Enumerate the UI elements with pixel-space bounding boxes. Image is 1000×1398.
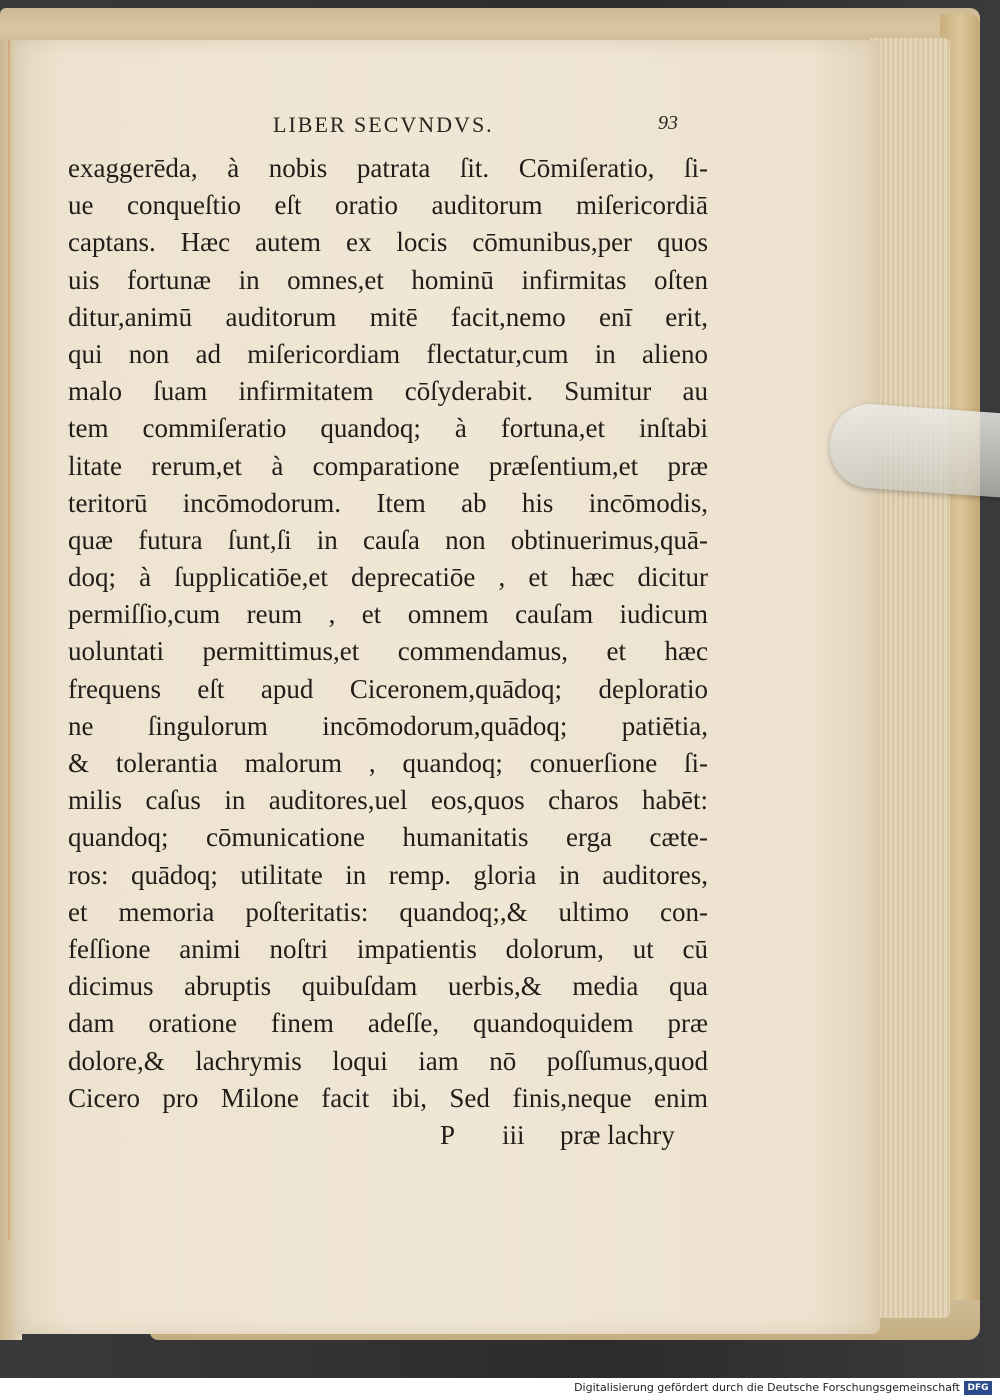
text-line: Cicero pro Milone facit ibi, Sed finis,neque enim: [68, 1082, 708, 1113]
text-line: exaggerēda, à nobis patrata ſit. Cōmiſeratio, ſi-: [68, 153, 708, 183]
signature-number: iii: [502, 1120, 525, 1150]
text-line: milis caſus in auditores,uel eos,quos charos habēt:: [68, 785, 708, 816]
text-line: et memoria poſteritatis: quandoq;,& ultimo con-: [68, 896, 708, 927]
footer-bar: [0, 1378, 1000, 1398]
text-line: quæ futura ſunt,ſi in cauſa non obtinuerimus,quā-: [68, 524, 708, 555]
text-line: ditur,animū auditorum mitē facit,nemo enī erit,: [68, 301, 708, 332]
folio-number: 93: [658, 112, 678, 134]
gutter-line: [8, 40, 10, 1240]
text-line: ue conqueſtio eſt oratio auditorum miſericordiā: [68, 190, 708, 221]
text-line: ros: quādoq; utilitate in remp. gloria in auditores,: [68, 859, 708, 890]
text-line: feſſione animi noſtri impatientis dolorum, ut cū: [68, 933, 708, 964]
text-line: doq; à ſupplicatiōe,et deprecatiōe , et hæc dicitur: [68, 562, 708, 593]
text-line: uoluntati permittimus,et commendamus, et hæc: [68, 636, 708, 667]
running-header: LIBER SECVNDVS.: [273, 112, 494, 137]
text-line: litate rerum,et à comparatione præſentium,et præ: [68, 450, 708, 481]
text-line: tem commiſeratio quandoq; à fortuna,et inſtabi: [68, 413, 708, 444]
text-line: quandoq; cōmunicatione humanitatis erga cæte-: [68, 822, 708, 853]
catchline: [410, 1120, 700, 1160]
text-line: teritorū incōmodorum. Item ab his incōmodis,: [68, 487, 708, 518]
dfg-logo: DFG: [964, 1381, 992, 1395]
text-line: frequens eſt apud Ciceronem,quādoq; deploratio: [68, 673, 708, 704]
text-line: malo ſuam infirmitatem cōſyderabit. Sumitur au: [68, 376, 708, 407]
text-block: [68, 150, 708, 1117]
text-line: dicimus abruptis quibuſdam uerbis,& media qua: [68, 971, 708, 1002]
text-line: ne ſingulorum incōmodorum,quādoq; patiētia,: [68, 710, 708, 741]
catchword: præ lachry: [560, 1120, 675, 1150]
text-line: & tolerantia malorum , quandoq; conuerſione ſi-: [68, 748, 708, 778]
bookmark-strip: [827, 401, 1000, 498]
text-line: captans. Hæc autem ex locis cōmunibus,per quos: [68, 227, 708, 258]
text-line: dam oratione finem adeſſe, quandoquidem præ: [68, 1008, 708, 1039]
text-line: permiſſio,cum reum , et omnem cauſam iudicum: [68, 599, 708, 630]
text-line: dolore,& lachrymis loqui iam nō poſſumus,quod: [68, 1045, 708, 1076]
page-edges: [870, 38, 950, 1318]
signature-mark: P: [440, 1120, 456, 1150]
funding-credit: Digitalisierung gefördert durch die Deutsche Forschungsgemeinschaft: [574, 1381, 960, 1394]
text-line: uis fortunæ in omnes,et hominū infirmitas oſten: [68, 264, 708, 295]
text-line: qui non ad miſericordiam flectatur,cum in alieno: [68, 338, 708, 369]
